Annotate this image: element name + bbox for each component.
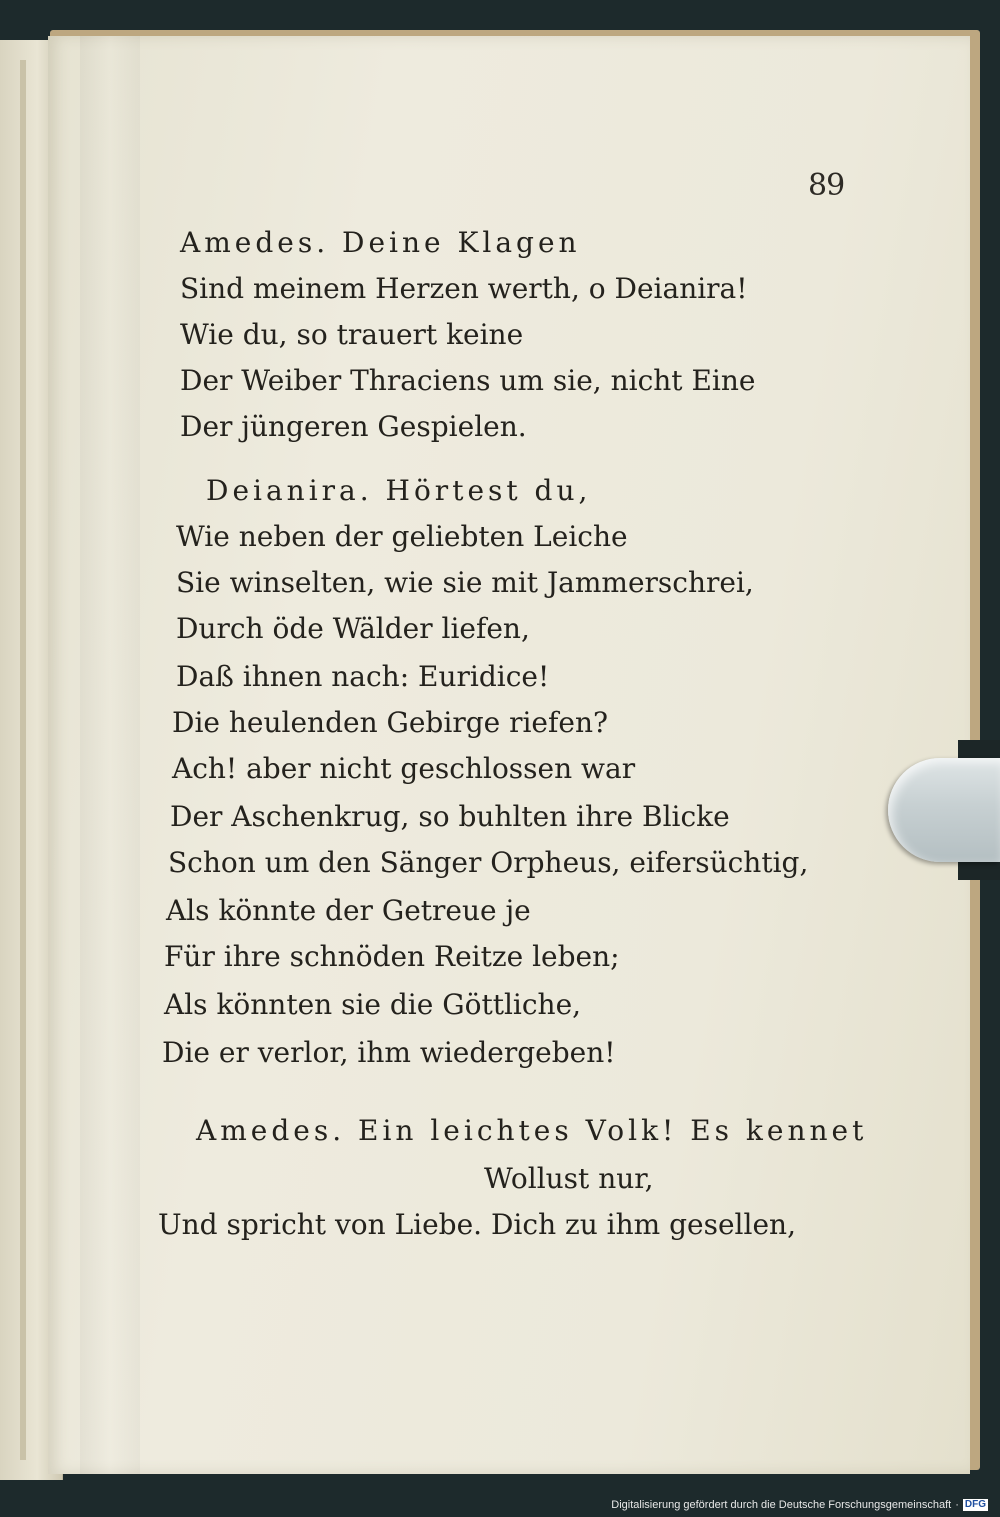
dfg-logo: DFG bbox=[964, 1499, 986, 1510]
text-line: Als könnten sie die Göttliche, bbox=[164, 988, 582, 1021]
text-line: Wie neben der geliebten Leiche bbox=[176, 520, 628, 553]
text-line: Sie winselten, wie sie mit Jammerschrei, bbox=[176, 566, 754, 599]
page-number: 89 bbox=[808, 168, 845, 203]
text-line: Schon um den Sänger Orpheus, eifersüchtig, bbox=[168, 846, 809, 879]
footer bbox=[607, 1497, 992, 1513]
page-clip-icon bbox=[888, 758, 1000, 862]
text-line: Deianira. Hörtest du, bbox=[206, 474, 592, 507]
text-line: Amedes. Ein leichtes Volk! Es kennet bbox=[196, 1114, 868, 1147]
footer-text: Digitalisierung gefördert durch die Deutsche Forschungsgemeinschaft bbox=[611, 1499, 952, 1511]
text-line: Für ihre schnöden Reitze leben; bbox=[164, 940, 620, 973]
text-line: Wollust nur, bbox=[484, 1162, 654, 1195]
text-line: Amedes. Deine Klagen bbox=[180, 226, 581, 259]
text-line: Die heulenden Gebirge riefen? bbox=[172, 706, 608, 739]
text-line: Daß ihnen nach: Euridice! bbox=[176, 660, 550, 693]
text-line: Ach! aber nicht geschlossen war bbox=[172, 752, 636, 785]
text-line: Sind meinem Herzen werth, o Deianira! bbox=[180, 272, 748, 305]
text-line: Die er verlor, ihm wiedergeben! bbox=[162, 1036, 616, 1069]
text-line: Als könnte der Getreue je bbox=[166, 894, 531, 927]
text-line: Wie du, so trauert keine bbox=[180, 318, 524, 351]
text-line: Und spricht von Liebe. Dich zu ihm gesellen, bbox=[158, 1208, 796, 1241]
dfg-logo-icon: · bbox=[955, 1499, 959, 1511]
text-line: Durch öde Wälder liefen, bbox=[176, 612, 530, 645]
text-line: Der Aschenkrug, so buhlten ihre Blicke bbox=[170, 800, 730, 833]
text-line: Der jüngeren Gespielen. bbox=[180, 410, 527, 443]
text-line: Der Weiber Thraciens um sie, nicht Eine bbox=[180, 364, 756, 397]
